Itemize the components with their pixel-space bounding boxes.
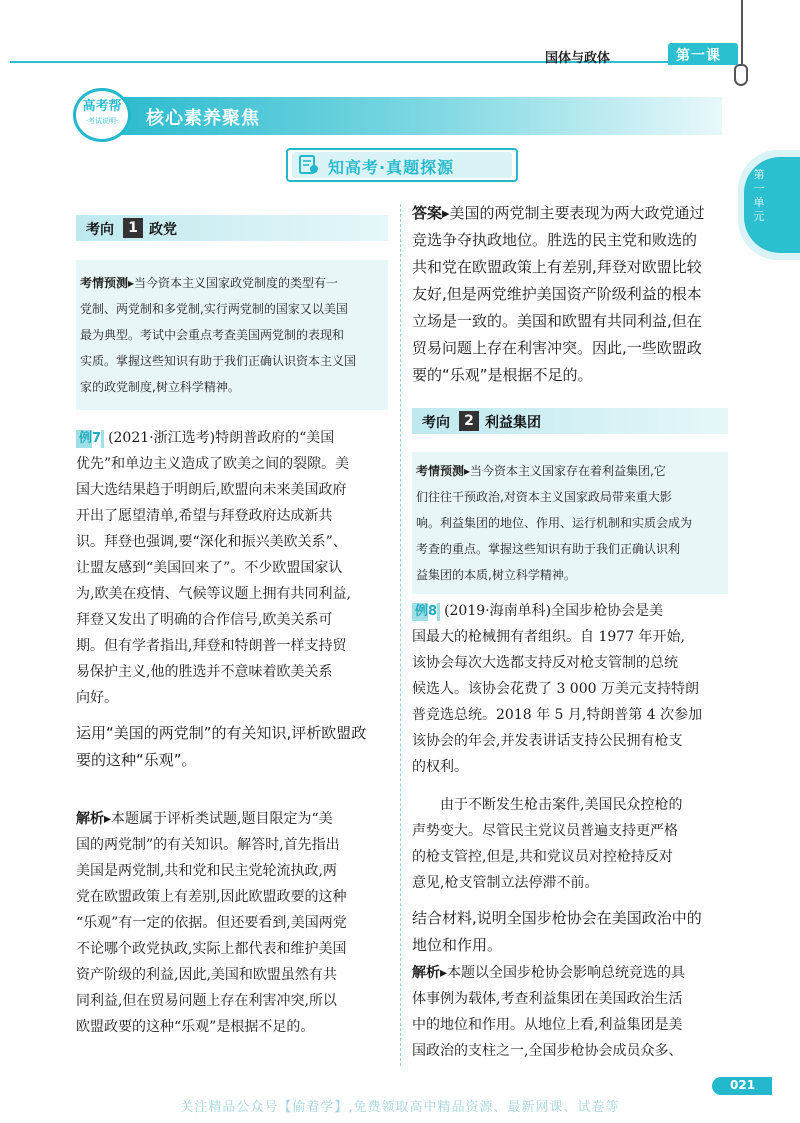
example-tag: 例8: [412, 603, 440, 621]
logo-badge: [73, 88, 131, 142]
answer7: [412, 200, 732, 389]
analysis7: [76, 806, 394, 1040]
analysis8: [412, 960, 732, 1064]
example-line: (2021·浙江选考)特朗普政府的“美国: [108, 430, 335, 446]
play-icon: ▸: [104, 811, 112, 827]
example-number: 8: [428, 604, 438, 619]
example-line: 识。拜登也强调,要“深化和振兴美欧关系”、: [76, 534, 347, 550]
example-line: (2019·海南单科)全国步枪协会是美: [444, 603, 664, 619]
footer-watermark: 关注精品公众号【偷着学】,免费领取高中精品资源、最新网课、试卷等: [180, 1100, 620, 1115]
play-icon: ▸: [128, 276, 135, 290]
analysis-line: 中的地位和作用。从地位上看,利益集团是美: [412, 1017, 683, 1033]
example8-paragraph2: [412, 792, 732, 896]
question8: [412, 905, 732, 959]
topic1-number: 1: [123, 218, 143, 238]
analysis-line: 本题属于评析类试题,题目限定为“美: [111, 811, 333, 827]
analysis-line: 美国是两党制,共和党和民主党轮流执政,两: [76, 863, 337, 879]
analysis-line: 资产阶级的利益,因此,美国和欧盟虽然有共: [76, 967, 337, 983]
analysis-line: 不论哪个政党执政,实际上都代表和维护美国: [76, 941, 347, 957]
example8: [412, 598, 732, 780]
answer-line: 友好,但是两党维护美国资产阶级利益的根本: [412, 285, 702, 303]
question-line: 地位和作用。: [412, 936, 503, 954]
logo-subtext: ·考试说明·: [85, 117, 119, 125]
analysis-line: 党在欧盟政策上有差别,因此欧盟政要的这种: [76, 889, 347, 905]
topic2-number: 2: [459, 411, 479, 431]
example-line: 普竞选总统。2018 年 5 月,特朗普第 4 次参加: [412, 707, 703, 723]
example-line: 易保护主义,他的胜选并不意味着欧美关系: [76, 664, 333, 680]
topic1-forecast: [80, 270, 386, 400]
header-lesson: 第一课: [676, 48, 721, 64]
example-line: 向好。: [76, 690, 118, 706]
analysis-line: “乐观”有一定的依据。但还要看到,美国两党: [76, 915, 347, 931]
play-icon: ▸: [440, 965, 448, 981]
forecast-line: 当今资本主义国家存在着利益集团,它: [470, 464, 666, 478]
play-icon: ▸: [442, 204, 450, 222]
topic2-name: 利益集团: [485, 415, 541, 431]
lightbulb-icon: [734, 64, 748, 86]
example-line: 候选人。该协会花费了 3 000 万美元支持特朗: [412, 681, 699, 697]
header-rule: [10, 61, 730, 63]
topic1-prefix: 考向: [86, 222, 114, 238]
forecast-label: 考情预测: [80, 276, 129, 290]
forecast-line: 家的政党制度,树立科学精神。: [80, 380, 240, 394]
analysis-label: 解析: [412, 965, 440, 981]
question-line: 运用“美国的两党制”的有关知识,评析欧盟政: [76, 724, 367, 742]
analysis-line: 本题以全国步枪协会影响总统竞选的具: [447, 965, 686, 981]
analysis-line: 欧盟政要的这种“乐观”是根据不足的。: [76, 1019, 315, 1035]
section-title: 知高考·真题探源: [328, 158, 455, 177]
forecast-line: 考查的重点。掌握这些知识有助于我们正确认识利: [416, 542, 681, 556]
hanger-line: [741, 0, 743, 64]
side-tab-text: 第一单元: [753, 168, 765, 223]
example-line: 该协会每次大选都支持反对枪支管制的总统: [412, 655, 678, 671]
paragraph-line: 意见,枪支管制立法停滞不前。: [412, 875, 599, 891]
forecast-label: 考情预测: [416, 464, 465, 478]
question7: [76, 720, 394, 774]
paragraph-line: 的枪支管控,但是,共和党议员对控枪持反对: [412, 849, 673, 865]
example-line: 的权利。: [412, 759, 468, 775]
example-line: 期。但有学者指出,拜登和特朗普一样支持贸: [76, 638, 347, 654]
document-icon: [298, 155, 320, 175]
answer-line: 要的“乐观”是根据不足的。: [412, 366, 593, 384]
topic2-prefix: 考向: [422, 415, 450, 431]
example-number: 7: [92, 431, 102, 446]
answer-line: 立场是一致的。美国和欧盟有共同利益,但在: [412, 312, 702, 330]
analysis-line: 国的两党制”的有关知识。解答时,首先指出: [76, 837, 340, 853]
example-line: 国大选结果趋于明朗后,欧盟向未来美国政府: [76, 482, 347, 498]
question-line: 结合材料,说明全国步枪协会在美国政治中的: [412, 909, 702, 927]
answer-line: 共和党在欧盟政策上有差别,拜登对欧盟比较: [412, 258, 702, 276]
play-icon: ▸: [464, 464, 471, 478]
analysis-line: 同利益,但在贸易问题上存在利害冲突,所以: [76, 993, 337, 1009]
example-line: 开出了愿望清单,希望与拜登政府达成新共: [76, 508, 333, 524]
banner-title: 核心素养聚焦: [146, 108, 260, 129]
example-line: 拜登又发出了明确的合作信号,欧美关系可: [76, 612, 333, 628]
example-line: 该协会的年会,并发表讲话支持公民拥有枪支: [412, 733, 683, 749]
forecast-line: 响。利益集团的地位、作用、运行机制和实质会成为: [416, 516, 693, 530]
forecast-line: 当今资本主义国家政党制度的类型有一: [134, 276, 339, 290]
logo-text: 高考帮: [82, 99, 122, 114]
topic2-forecast: [416, 458, 728, 588]
forecast-line: 党制、两党制和多党制,实行两党制的国家又以美国: [80, 302, 348, 316]
example-line: 为,欧美在疫情、气候等议题上拥有共同利益,: [76, 586, 351, 602]
forecast-line: 实质。掌握这些知识有助于我们正确认识资本主义国: [80, 354, 357, 368]
answer-label: 答案: [412, 204, 443, 222]
example7: [76, 425, 394, 711]
forecast-line: 们往往干预政治,对资本主义国家政局带来重大影: [416, 490, 672, 504]
answer-line: 贸易问题上存在利害冲突。因此,一些欧盟政: [412, 339, 702, 357]
forecast-line: 最为典型。考试中会重点考查美国两党制的表现和: [80, 328, 345, 342]
answer-line: 美国的两党制主要表现为两大政党通过: [449, 204, 705, 222]
answer-line: 竞选争夺执政地位。胜选的民主党和败选的: [412, 231, 698, 249]
question-line: 要的这种“乐观”。: [76, 751, 197, 769]
paragraph-line: 由于不断发生枪击案件,美国民众控枪的: [440, 797, 683, 813]
analysis-label: 解析: [76, 811, 104, 827]
paragraph-line: 声势变大。尽管民主党议员普遍支持更严格: [412, 823, 678, 839]
column-divider: [400, 204, 401, 1066]
analysis-line: 国政治的支柱之一,全国步枪协会成员众多、: [412, 1043, 683, 1059]
page-number: 021: [730, 1078, 756, 1092]
example-tag: 例7: [76, 430, 104, 448]
example-line: 优先”和单边主义造成了欧美之间的裂隙。美: [76, 456, 350, 472]
topic1-name: 政党: [149, 222, 177, 238]
header-subject: 国体与政体: [545, 51, 611, 66]
example-line: 国最大的枪械拥有者组织。自 1977 年开始,: [412, 629, 685, 645]
forecast-line: 益集团的本质,树立科学精神。: [416, 568, 576, 582]
example-line: 让盟友感到“美国回来了”。不少欧盟国家认: [76, 560, 343, 576]
analysis-line: 体事例为载体,考查利益集团在美国政治生活: [412, 991, 683, 1007]
